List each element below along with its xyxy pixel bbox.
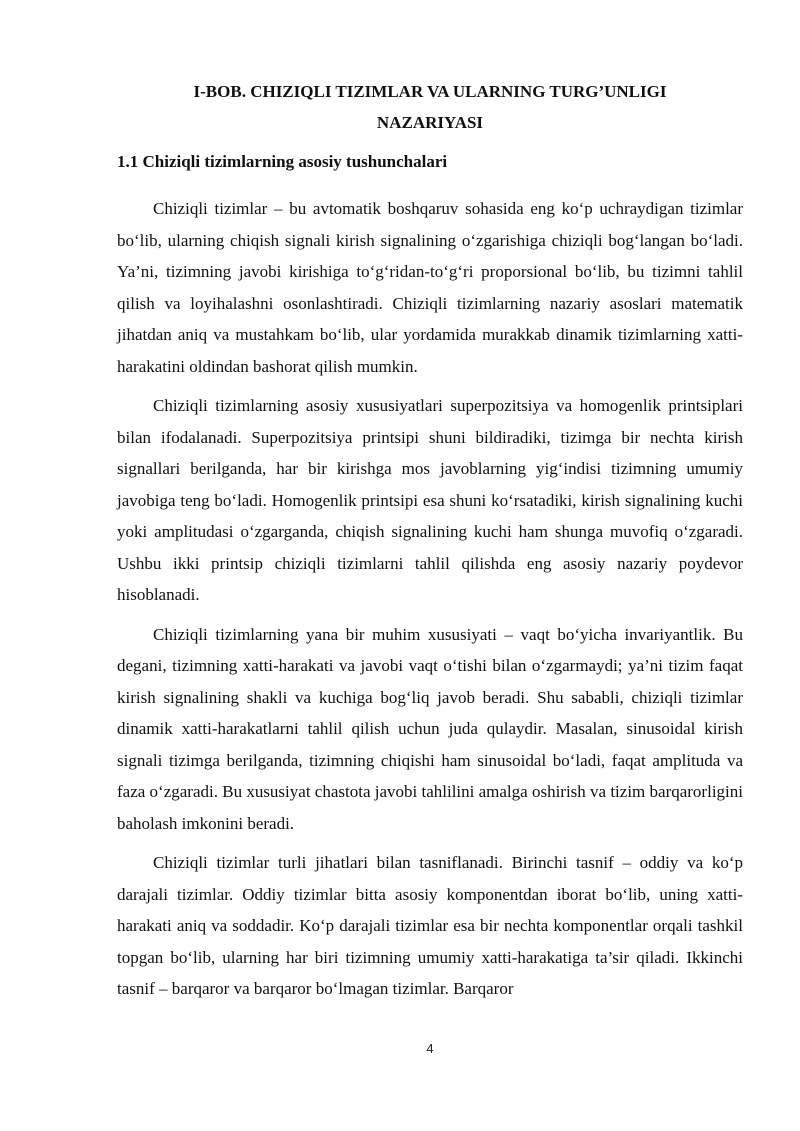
body-text bbox=[117, 193, 743, 1013]
chapter-title bbox=[117, 76, 743, 138]
section-title: 1.1 Chiziqli tizimlarning asosiy tushunchalari bbox=[117, 152, 448, 171]
paragraph-1: Chiziqli tizimlar – bu avtomatik boshqaruv sohasida eng ko‘p uchraydigan tizimlar bo‘lib, ularning chiqish signali kirish signalining o‘zgarishiga chiziqli bog‘langan bo‘ladi. Ya’ni, tizimning javobi kirishiga to‘g‘ridan-to‘g‘ri proporsional bo‘lib, bu tizimni tahlil qilish va loyihalashni osonlashtiradi. Chiziqli tizimlarning nazariy asoslari matematik jihatdan aniq va mustahkam bo‘lib, ular yordamida murakkab dinamik tizimlarning xatti-harakatini oldindan bashorat qilish mumkin. bbox=[117, 199, 743, 376]
page-number: 4 bbox=[426, 1041, 434, 1056]
paragraph-2: Chiziqli tizimlarning asosiy xususiyatlari superpozitsiya va homogenlik printsiplari bilan ifodalanadi. Superpozitsiya printsipi shuni bildiradiki, tizimga bir nechta kirish signallari berilganda, har bir kirishga mos javoblarning yig‘indisi tizimning umumiy javobiga teng bo‘ladi. Homogenlik printsipi esa shuni ko‘rsatadiki, kirish signalining kuchi yoki amplitudasi o‘zgarganda, chiqish signalining kuchi ham shunga muvofiq o‘zgaradi. Ushbu ikki printsip chiziqli tizimlarni tahlil qilishda eng asosiy nazariy poydevor hisoblanadi. bbox=[117, 396, 743, 604]
paragraph-4: Chiziqli tizimlar turli jihatlari bilan tasniflanadi. Birinchi tasnif – oddiy va ko‘p darajali tizimlar. Oddiy tizimlar bitta asosiy komponentdan iborat bo‘lib, uning xatti-harakati aniq va soddadir. Ko‘p darajali tizimlar esa bir nechta komponentlar orqali tashkil topgan bo‘lib, ularning har biri tizimning umumiy xatti-harakatiga ta’sir qiladi. Ikkinchi tasnif – barqaror va barqaror bo‘lmagan tizimlar. Barqaror bbox=[117, 853, 743, 998]
paragraph-3: Chiziqli tizimlarning yana bir muhim xususiyati – vaqt bo‘yicha invariyantlik. Bu degani, tizimning xatti-harakati va javobi vaqt o‘tishi bilan o‘zgarmaydi; ya’ni tizim faqat kirish signalining shakli va kuchiga bog‘liq javob beradi. Shu sababli, chiziqli tizimlar dinamik xatti-harakatlarni tahlil qilish uchun juda qulaydir. Masalan, sinusoidal kirish signali tizimga berilganda, tizimning chiqishi ham sinusoidal bo‘ladi, faqat amplituda va faza o‘zgaradi. Bu xususiyat chastota javobi tahlilini amalga oshirish va tizim barqarorligini baholash imkonini beradi. bbox=[117, 624, 743, 833]
chapter-title-line1: I-BOB. CHIZIQLI TIZIMLAR VA ULARNING TURG’UNLIGI bbox=[193, 82, 667, 101]
chapter-title-line2: NAZARIYASI bbox=[376, 113, 484, 132]
